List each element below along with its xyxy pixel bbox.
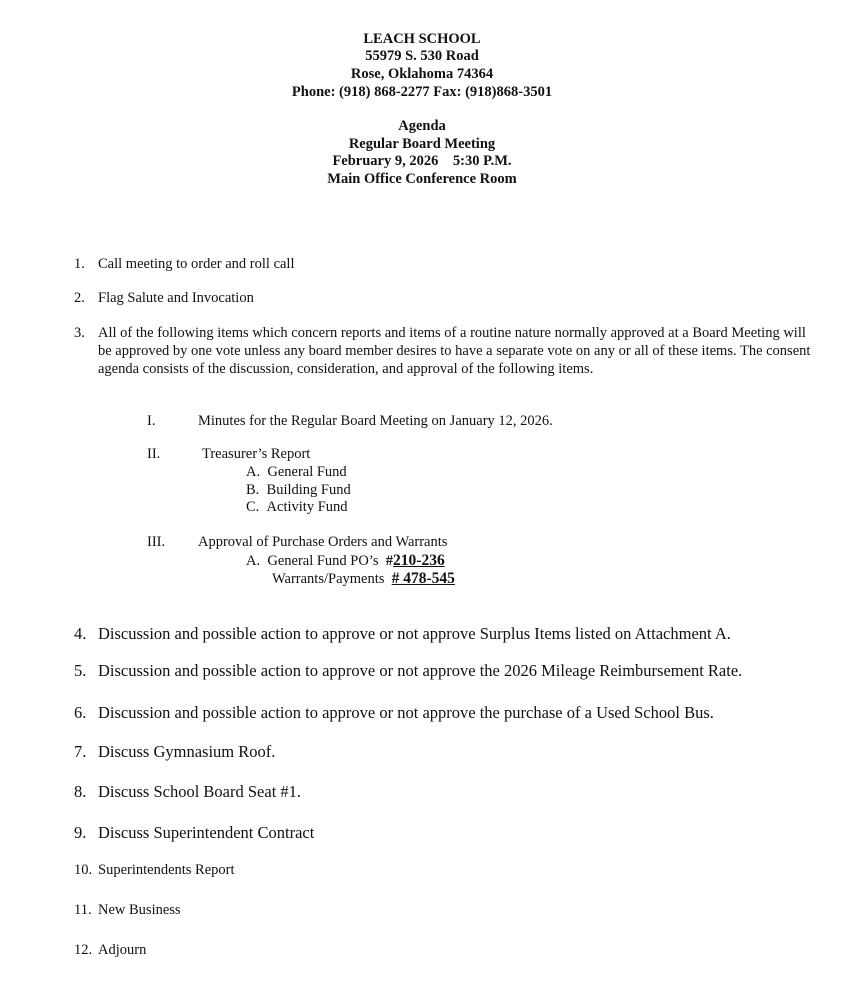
item-text: Discuss School Board Seat #1. bbox=[98, 782, 302, 801]
consent-ii-text: Treasurer’s Report bbox=[202, 446, 311, 462]
meeting-datetime: February 9, 2026 5:30 P.M. bbox=[332, 153, 512, 169]
school-address: 55979 S. 530 Road bbox=[365, 48, 479, 64]
fund-item bbox=[246, 498, 348, 516]
meeting-location: Main Office Conference Room bbox=[327, 171, 517, 187]
item-text: Call meeting to order and roll call bbox=[98, 256, 295, 272]
fund-name: Activity Fund bbox=[266, 499, 348, 515]
item-number: 1. bbox=[74, 256, 85, 272]
consent-ii-num: II. bbox=[147, 446, 161, 462]
fund-name: General Fund bbox=[267, 464, 347, 480]
fund-item bbox=[246, 481, 351, 499]
item-text: Discussion and possible action to approve or not approve Surplus Items listed on Attachment A. bbox=[98, 624, 731, 643]
fund-letter: C. bbox=[246, 499, 260, 515]
consent-i-text: Minutes for the Regular Board Meeting on January 12, 2026. bbox=[198, 413, 553, 429]
school-name: LEACH SCHOOL bbox=[363, 31, 481, 47]
warrants-line bbox=[272, 570, 455, 588]
item-number: 4. bbox=[74, 624, 87, 643]
fund-letter: A. bbox=[246, 464, 261, 480]
item-text: Discuss Superintendent Contract bbox=[98, 823, 315, 842]
item-number: 9. bbox=[74, 823, 87, 842]
po-line bbox=[246, 552, 445, 570]
item-text: Flag Salute and Invocation bbox=[98, 290, 254, 306]
item-text: All of the following items which concern reports and items of a routine nature normally approved at a Board Meeting will be approved by one vote unless any board member desires to have a separate vote on any or all of these items. The consent agenda consists of the discussion, consideration, and approval of the following items. bbox=[98, 325, 811, 377]
meeting-type: Regular Board Meeting bbox=[348, 136, 496, 152]
item-text: Discussion and possible action to approve or not approve the 2026 Mileage Reimbursement Rate. bbox=[98, 661, 743, 680]
item-number: 8. bbox=[74, 782, 87, 801]
consent-iii-text: Approval of Purchase Orders and Warrants bbox=[198, 534, 448, 550]
item-number: 12. bbox=[74, 942, 93, 958]
item-text: Adjourn bbox=[98, 942, 147, 958]
item-text: Discuss Gymnasium Roof. bbox=[98, 742, 276, 761]
warrants-label: Warrants/Payments bbox=[272, 571, 385, 587]
consent-i-num: I. bbox=[147, 413, 156, 429]
item-number: 10. bbox=[74, 862, 93, 878]
po-letter: A. bbox=[246, 553, 261, 569]
school-city: Rose, Oklahoma 74364 bbox=[350, 66, 494, 82]
item-number: 2. bbox=[74, 290, 85, 306]
po-label: General Fund PO’s bbox=[267, 553, 379, 569]
item-number: 11. bbox=[74, 902, 92, 918]
fund-name: Building Fund bbox=[266, 482, 351, 498]
doc-title: Agenda bbox=[398, 118, 446, 134]
item-number: 3. bbox=[74, 325, 85, 341]
po-range: 210-236 bbox=[393, 552, 445, 569]
fund-item bbox=[246, 463, 347, 481]
fund-letter: B. bbox=[246, 482, 260, 498]
consent-iii-num: III. bbox=[147, 534, 166, 550]
item-number: 6. bbox=[74, 703, 87, 722]
po-hash: # bbox=[385, 553, 394, 569]
item-number: 5. bbox=[74, 661, 87, 680]
item-text: Discussion and possible action to approve or not approve the purchase of a Used School Bus. bbox=[98, 703, 714, 722]
warrants-range: # 478-545 bbox=[391, 570, 455, 587]
item-text: New Business bbox=[98, 902, 181, 918]
school-contact: Phone: (918) 868-2277 Fax: (918)868-3501 bbox=[291, 84, 553, 100]
item-text: Superintendents Report bbox=[98, 862, 235, 878]
item-number: 7. bbox=[74, 742, 87, 761]
